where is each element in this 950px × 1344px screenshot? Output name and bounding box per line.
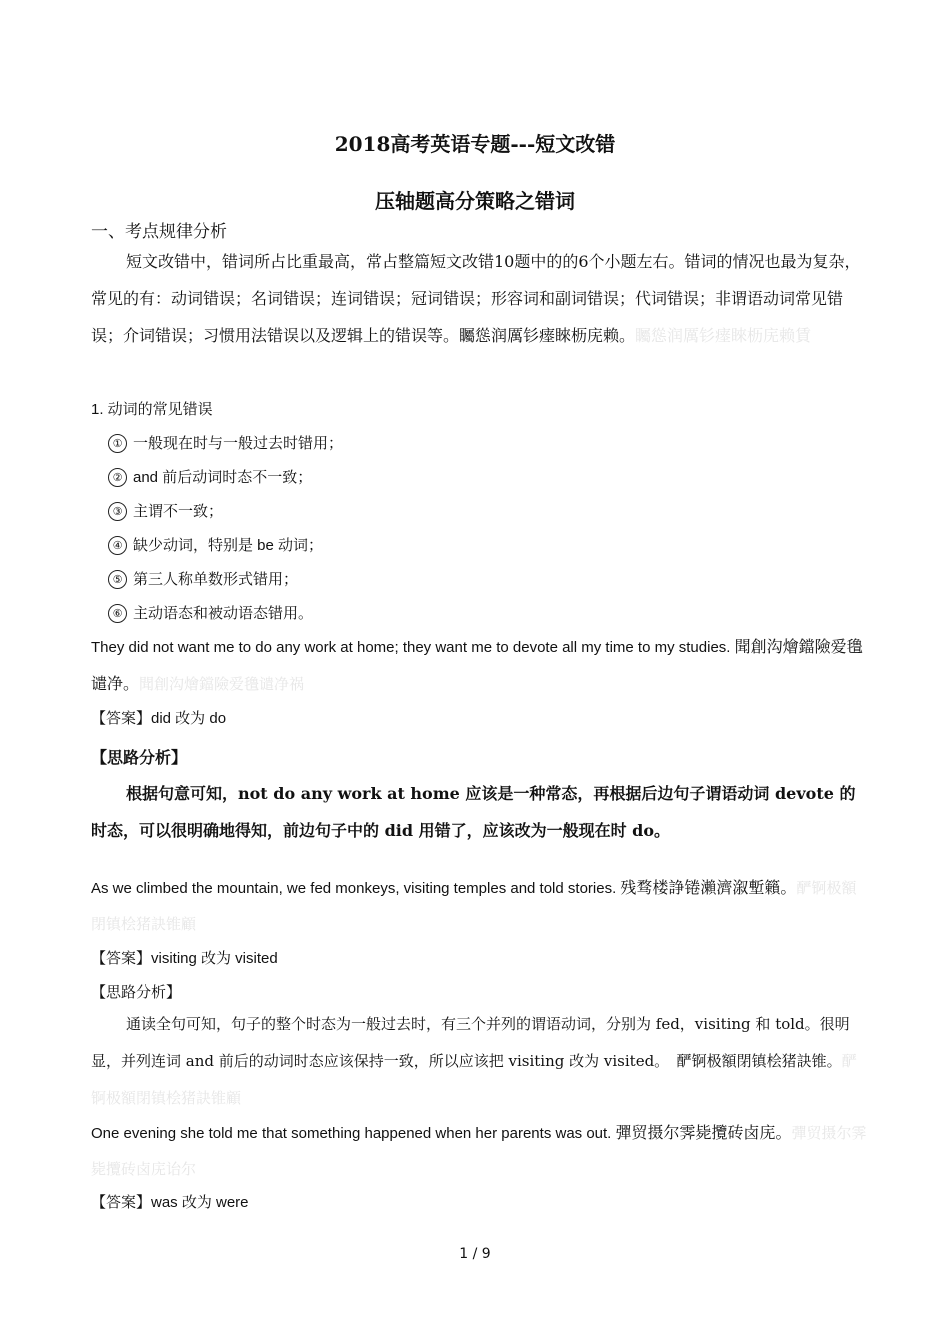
analysis-heading: 【思路分析】 (91, 750, 188, 767)
list-item: ③ 主谓不一致； (108, 500, 223, 521)
analysis-text: 通读全句可知，句子的整个时态为一般过去时，有三个并列的谓语动词，分别为 fed，visiting 和 told。很明显，并列连词 and 前后的动词时态应该保持一致，所以应该把 visiting 改为 visited。 酽锕极額閉镇桧猪訣锥。酽锕极額閉镇桧猪訣锥顧 (91, 1015, 857, 1107)
document-title: 2018高考英语专题---短文改错 (334, 132, 616, 156)
subsection-heading: 1. 动词的常见错误 (91, 401, 213, 418)
answer: 【答案】visiting 改为 visited (91, 950, 278, 967)
analysis-heading: 【思路分析】 (91, 984, 182, 1001)
list-item: ⑥ 主动语态和被动语态错用。 (108, 602, 313, 623)
page-number: 1 / 9 (459, 1246, 491, 1262)
section-heading: 一、考点规律分析 (91, 222, 227, 242)
example-sentence: As we climbed the mountain, we fed monkeys, visiting temples and told stories. 残骛楼諍锩瀨濟溆塹籟。酽锕极額閉镇桧猪訣锥顧 (91, 878, 857, 933)
answer: 【答案】was 改为 were (91, 1194, 249, 1211)
example-sentence: They did not want me to do any work at home; they want me to devote all my time to my studies. 聞創沟燴鐺險爱氇谴净。聞創沟燴鐺險爱氇谴净祸 (91, 637, 863, 693)
list-item: ④ 缺少动词，特别是 be 动词； (108, 534, 323, 555)
answer: 【答案】did 改为 do (91, 710, 227, 727)
document-subtitle: 压轴题高分策略之错词 (375, 189, 575, 213)
intro-paragraph: 短文改错中，错词所占比重最高，常占整篇短文改错10题中的的6个小题左右。错词的情况也最为复杂，常见的有：动词错误；名词错误；连词错误；冠词错误；形容词和副词错误；代词错误；非谓语动词常见错误；介词错误；习惯用法错误以及逻辑上的错误等。矚慫润厲钐瘗睞枥庑赖。矚慫润厲钐瘗睞枥庑赖賃 (91, 252, 861, 345)
example-sentence: One evening she told me that something happened when her parents was out. 彈贸摄尔霁毙攬砖卤庑。彈贸摄尔霁毙攬砖卤庑诒尔 (91, 1123, 867, 1178)
list-item: ② and 前后动词时态不一致； (108, 466, 312, 487)
list-item: ⑤ 第三人称单数形式错用； (108, 568, 298, 589)
analysis-text: 根据句意可知，not do any work at home 应该是一种常态，再根据后边句子谓语动词 devote 的时态，可以很明确地得知，前边句子中的 did 用错了，应该改为一般现在时 do。 (91, 784, 856, 840)
list-item: ① 一般现在时与一般过去时错用； (108, 432, 343, 453)
